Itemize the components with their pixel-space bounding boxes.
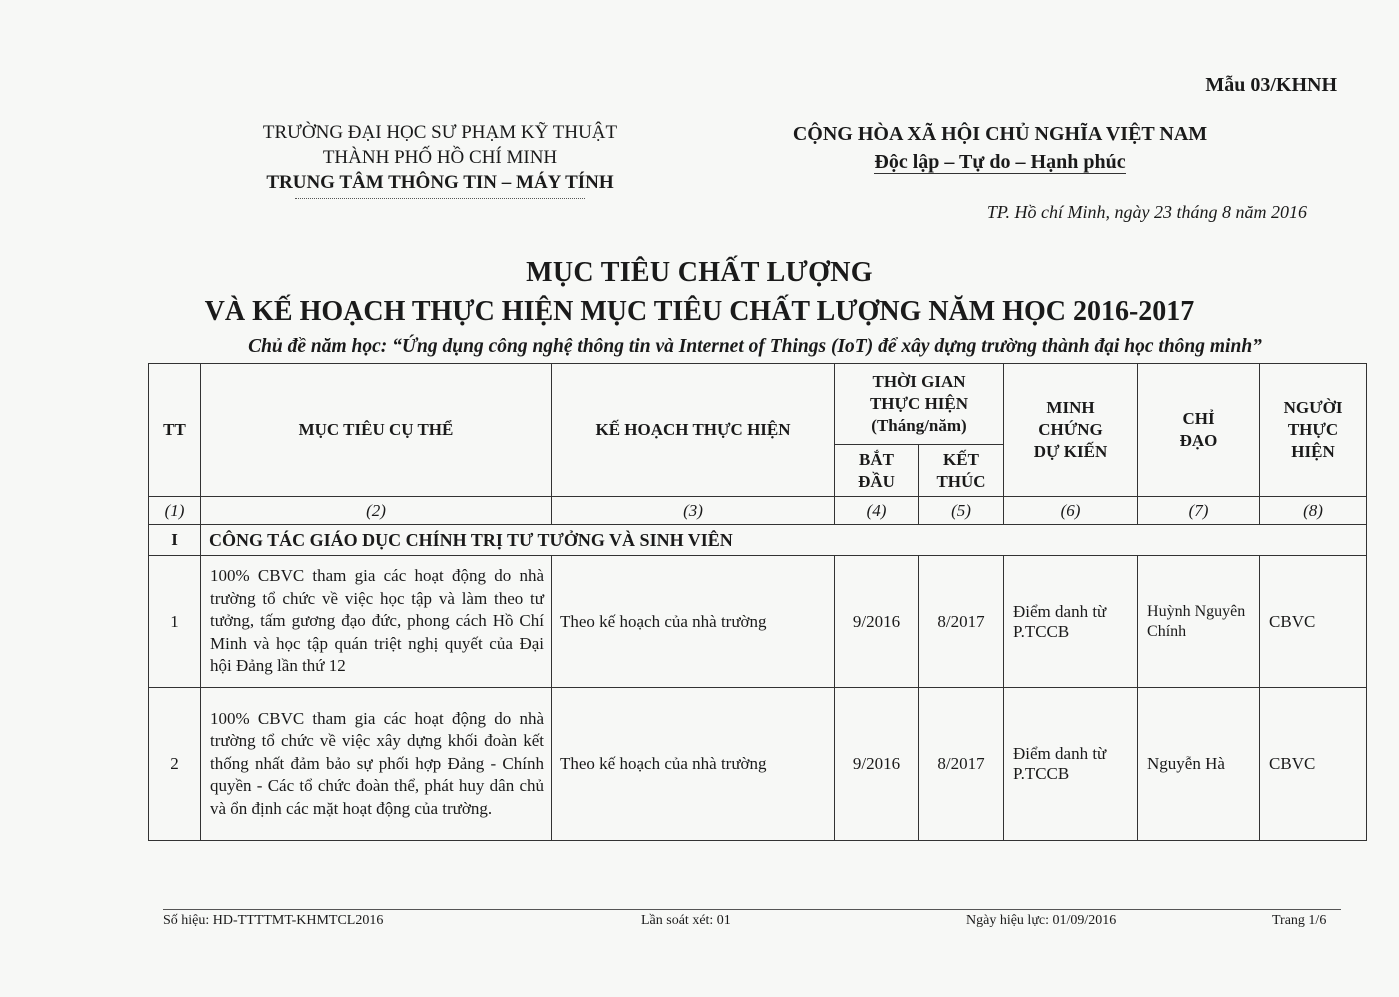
column-number: (5) bbox=[919, 497, 1004, 525]
column-number: (1) bbox=[149, 497, 201, 525]
document-title: MỤC TIÊU CHẤT LƯỢNG bbox=[526, 257, 873, 288]
row-goal: 100% CBVC tham gia các hoạt động do nhà trường tổ chức về việc xây dựng khối đoàn kết thống nhất đảm bảo sự phối hợp Đảng - Chính quyền - Các tổ chức đoàn thể, phát huy dân chủ và ổn định các mặt hoạt động của trường. bbox=[201, 688, 552, 841]
footer-revision: Lần soát xét: 01 bbox=[641, 913, 731, 928]
header-executor: NGƯỜI THỰC HIỆN bbox=[1260, 364, 1367, 497]
quality-plan-table bbox=[148, 363, 1367, 841]
header-time: THỜI GIAN THỰC HIỆN (Tháng/năm) bbox=[835, 364, 1004, 445]
table-row bbox=[149, 556, 1367, 688]
row-evidence: Điểm danh từ P.TCCB bbox=[1004, 688, 1138, 841]
column-number: (2) bbox=[201, 497, 552, 525]
country-header bbox=[760, 120, 1240, 176]
row-plan: Theo kế hoạch của nhà trường bbox=[552, 688, 835, 841]
document-subtitle: VÀ KẾ HOẠCH THỰC HIỆN MỤC TIÊU CHẤT LƯỢNG NĂM HỌC 2016-2017 bbox=[204, 296, 1195, 327]
row-end: 8/2017 bbox=[919, 688, 1004, 841]
footer-effective-date: Ngày hiệu lực: 01/09/2016 bbox=[966, 913, 1117, 928]
column-number-row bbox=[149, 497, 1367, 525]
section-row bbox=[149, 525, 1367, 556]
header-row bbox=[149, 364, 1367, 445]
header-director: CHỈ ĐẠO bbox=[1138, 364, 1260, 497]
table-row bbox=[149, 688, 1367, 841]
column-number: (4) bbox=[835, 497, 919, 525]
school-year-theme: Chủ đề năm học: “Ứng dụng công nghệ thông tin và Internet of Things (IoT) để xây dựng trường thành đại học thông minh” bbox=[248, 336, 1262, 357]
row-number: 2 bbox=[149, 688, 201, 841]
country-name: CỘNG HÒA XÃ HỘI CHỦ NGHĨA VIỆT NAM bbox=[792, 123, 1208, 145]
row-end: 8/2017 bbox=[919, 556, 1004, 688]
school-header bbox=[230, 120, 650, 199]
row-executor: CBVC bbox=[1260, 556, 1367, 688]
school-name-line1: TRƯỜNG ĐẠI HỌC SƯ PHẠM KỸ THUẬT bbox=[262, 122, 618, 143]
header-plan: KẾ HOẠCH THỰC HIỆN bbox=[552, 364, 835, 497]
section-number: I bbox=[149, 525, 201, 556]
footer-doc-number: Số hiệu: HD-TTTTMT-KHMTCL2016 bbox=[163, 913, 384, 928]
row-number: 1 bbox=[149, 556, 201, 688]
row-director: Huỳnh Nguyên Chính bbox=[1138, 556, 1260, 688]
department-name: TRUNG TÂM THÔNG TIN – MÁY TÍNH bbox=[266, 172, 614, 193]
row-start: 9/2016 bbox=[835, 688, 919, 841]
column-number: (3) bbox=[552, 497, 835, 525]
header-divider bbox=[295, 198, 585, 199]
header-tt: TT bbox=[149, 364, 201, 497]
column-number: (7) bbox=[1138, 497, 1260, 525]
row-plan: Theo kế hoạch của nhà trường bbox=[552, 556, 835, 688]
header-start: BẮT ĐẦU bbox=[835, 445, 919, 497]
footer-divider bbox=[163, 909, 1341, 910]
row-start: 9/2016 bbox=[835, 556, 919, 688]
row-director: Nguyễn Hà bbox=[1138, 688, 1260, 841]
footer-page: Trang 1/6 bbox=[1272, 913, 1327, 928]
section-title: CÔNG TÁC GIÁO DỤC CHÍNH TRỊ TƯ TƯỞNG VÀ SINH VIÊN bbox=[201, 525, 1367, 556]
school-name-line2: THÀNH PHỐ HỒ CHÍ MINH bbox=[322, 147, 558, 168]
column-number: (6) bbox=[1004, 497, 1138, 525]
header-end: KẾT THÚC bbox=[919, 445, 1004, 497]
row-goal: 100% CBVC tham gia các hoạt động do nhà trường tổ chức về việc học tập và làm theo tư tưởng, tấm gương đạo đức, phong cách Hồ Chí Minh và học tập quán triệt nghị quyết của Đại hội Đảng lần thứ 12 bbox=[201, 556, 552, 688]
header-goal: MỤC TIÊU CỤ THỂ bbox=[201, 364, 552, 497]
date-line: TP. Hồ chí Minh, ngày 23 tháng 8 năm 2016 bbox=[986, 202, 1307, 222]
row-evidence: Điểm danh từ P.TCCB bbox=[1004, 556, 1138, 688]
national-motto: Độc lập – Tự do – Hạnh phúc bbox=[874, 151, 1126, 173]
row-executor: CBVC bbox=[1260, 688, 1367, 841]
column-number: (8) bbox=[1260, 497, 1367, 525]
form-code: Mẫu 03/KHNH bbox=[1205, 74, 1337, 96]
header-evidence: MINH CHỨNG DỰ KIẾN bbox=[1004, 364, 1138, 497]
